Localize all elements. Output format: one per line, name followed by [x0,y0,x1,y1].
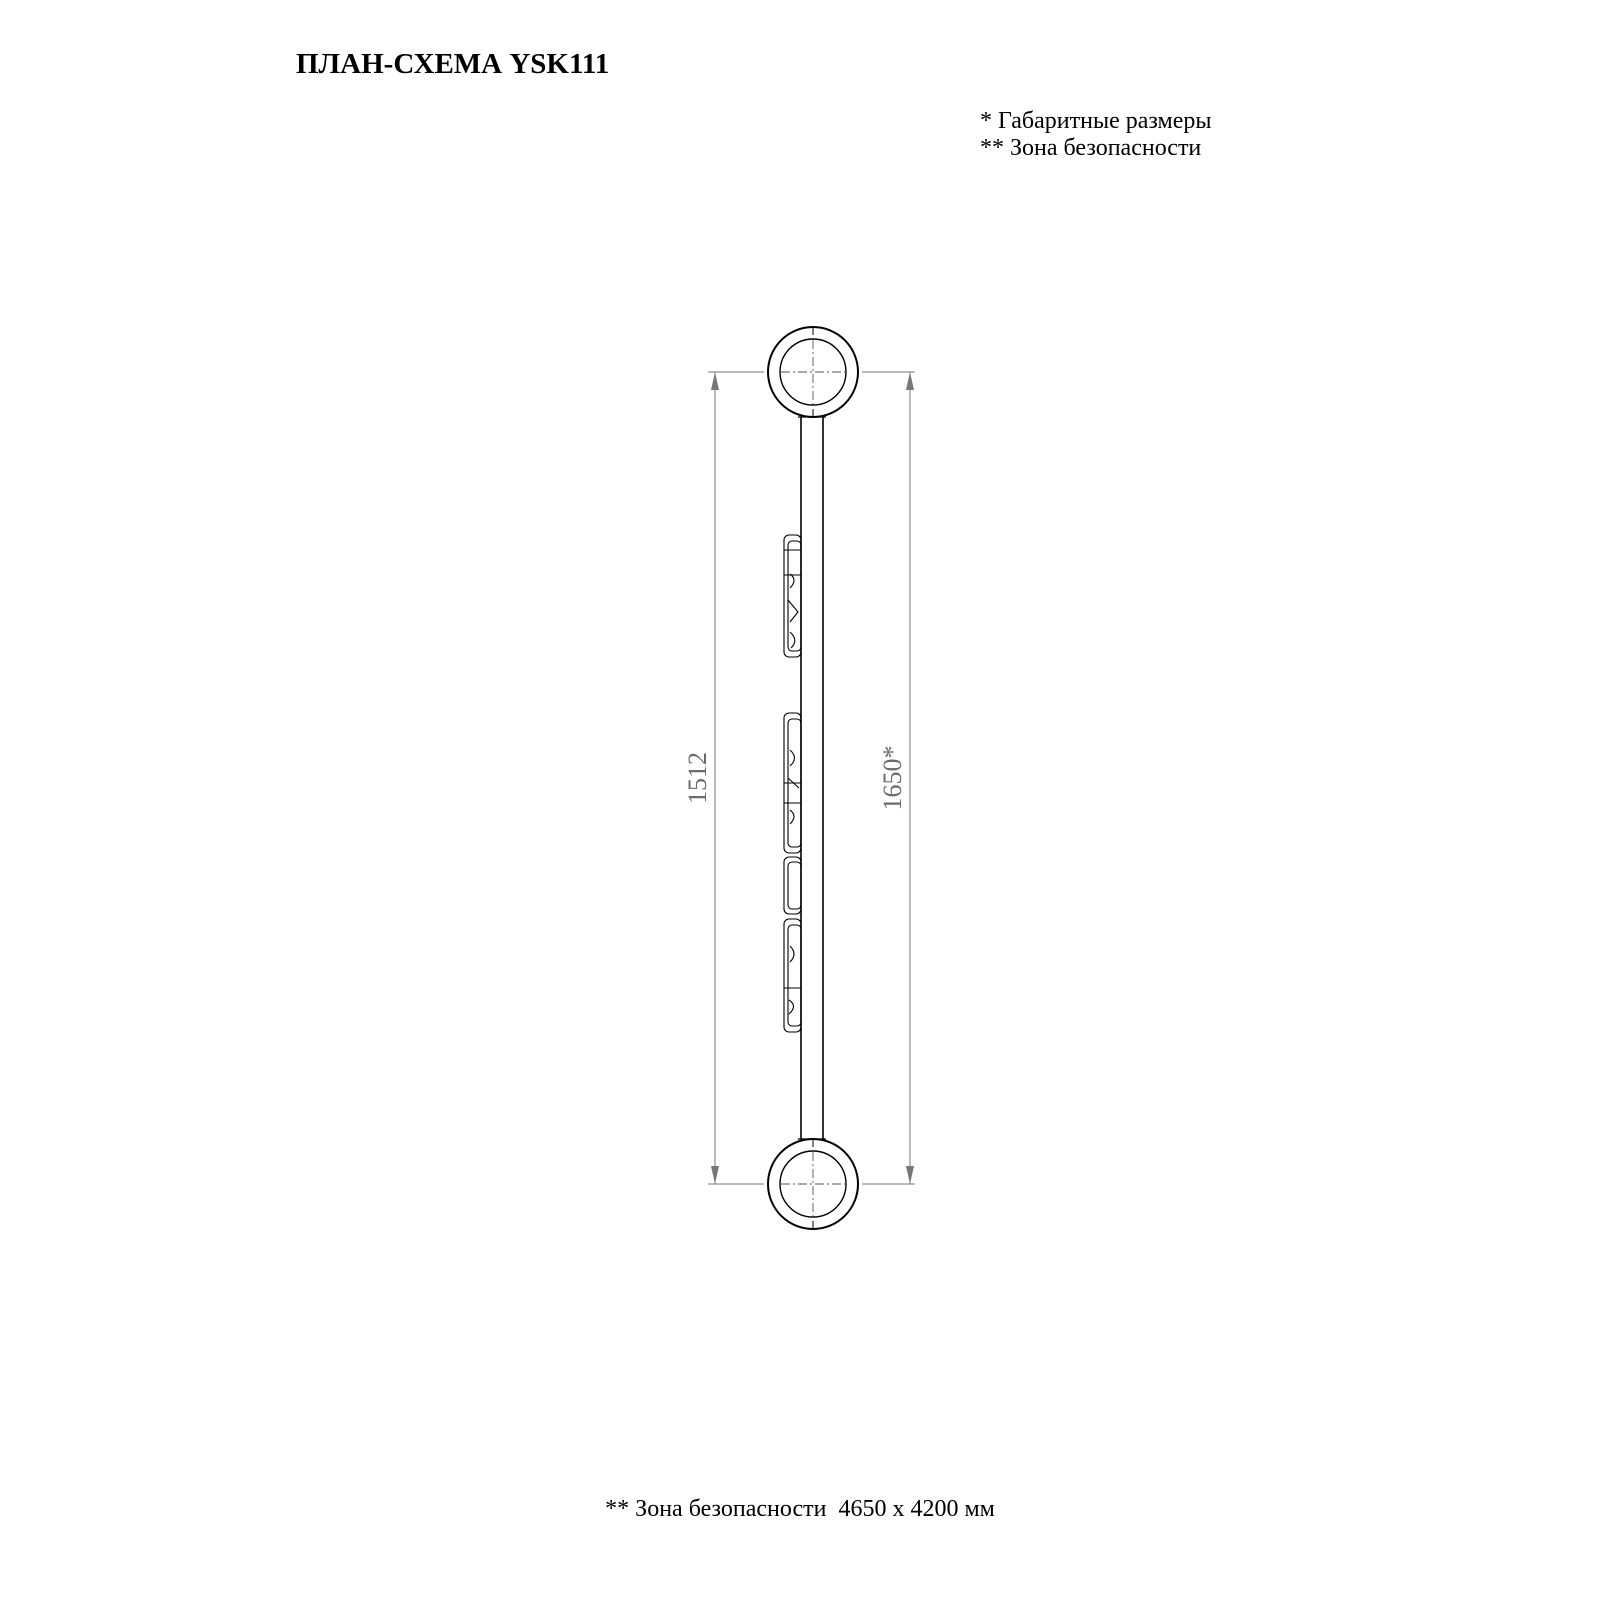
dimension-inner [708,372,764,1184]
climbing-holds [784,535,801,1032]
hold-group-1 [784,535,801,657]
bottom-post [768,1139,858,1229]
hold-group-2 [784,713,801,853]
hold-group-3 [784,857,801,914]
safety-zone-footer [0,1496,1600,1523]
note-safety-zone: ** Зона безопасности [980,135,1202,161]
note-overall-dimensions: * Габаритные размеры [980,108,1212,134]
safety-zone-label: ** Зона безопасности [605,1496,827,1522]
safety-zone-value: 4650 х 4200 мм [838,1496,995,1522]
page-title: ПЛАН-СХЕМА YSK111 [296,48,610,80]
dimension-inner-label: 1512 [683,752,712,804]
hold-group-4 [784,919,801,1032]
top-post [768,327,858,417]
wall-panel [798,417,826,1139]
dimension-overall-label: 1650* [878,745,907,811]
